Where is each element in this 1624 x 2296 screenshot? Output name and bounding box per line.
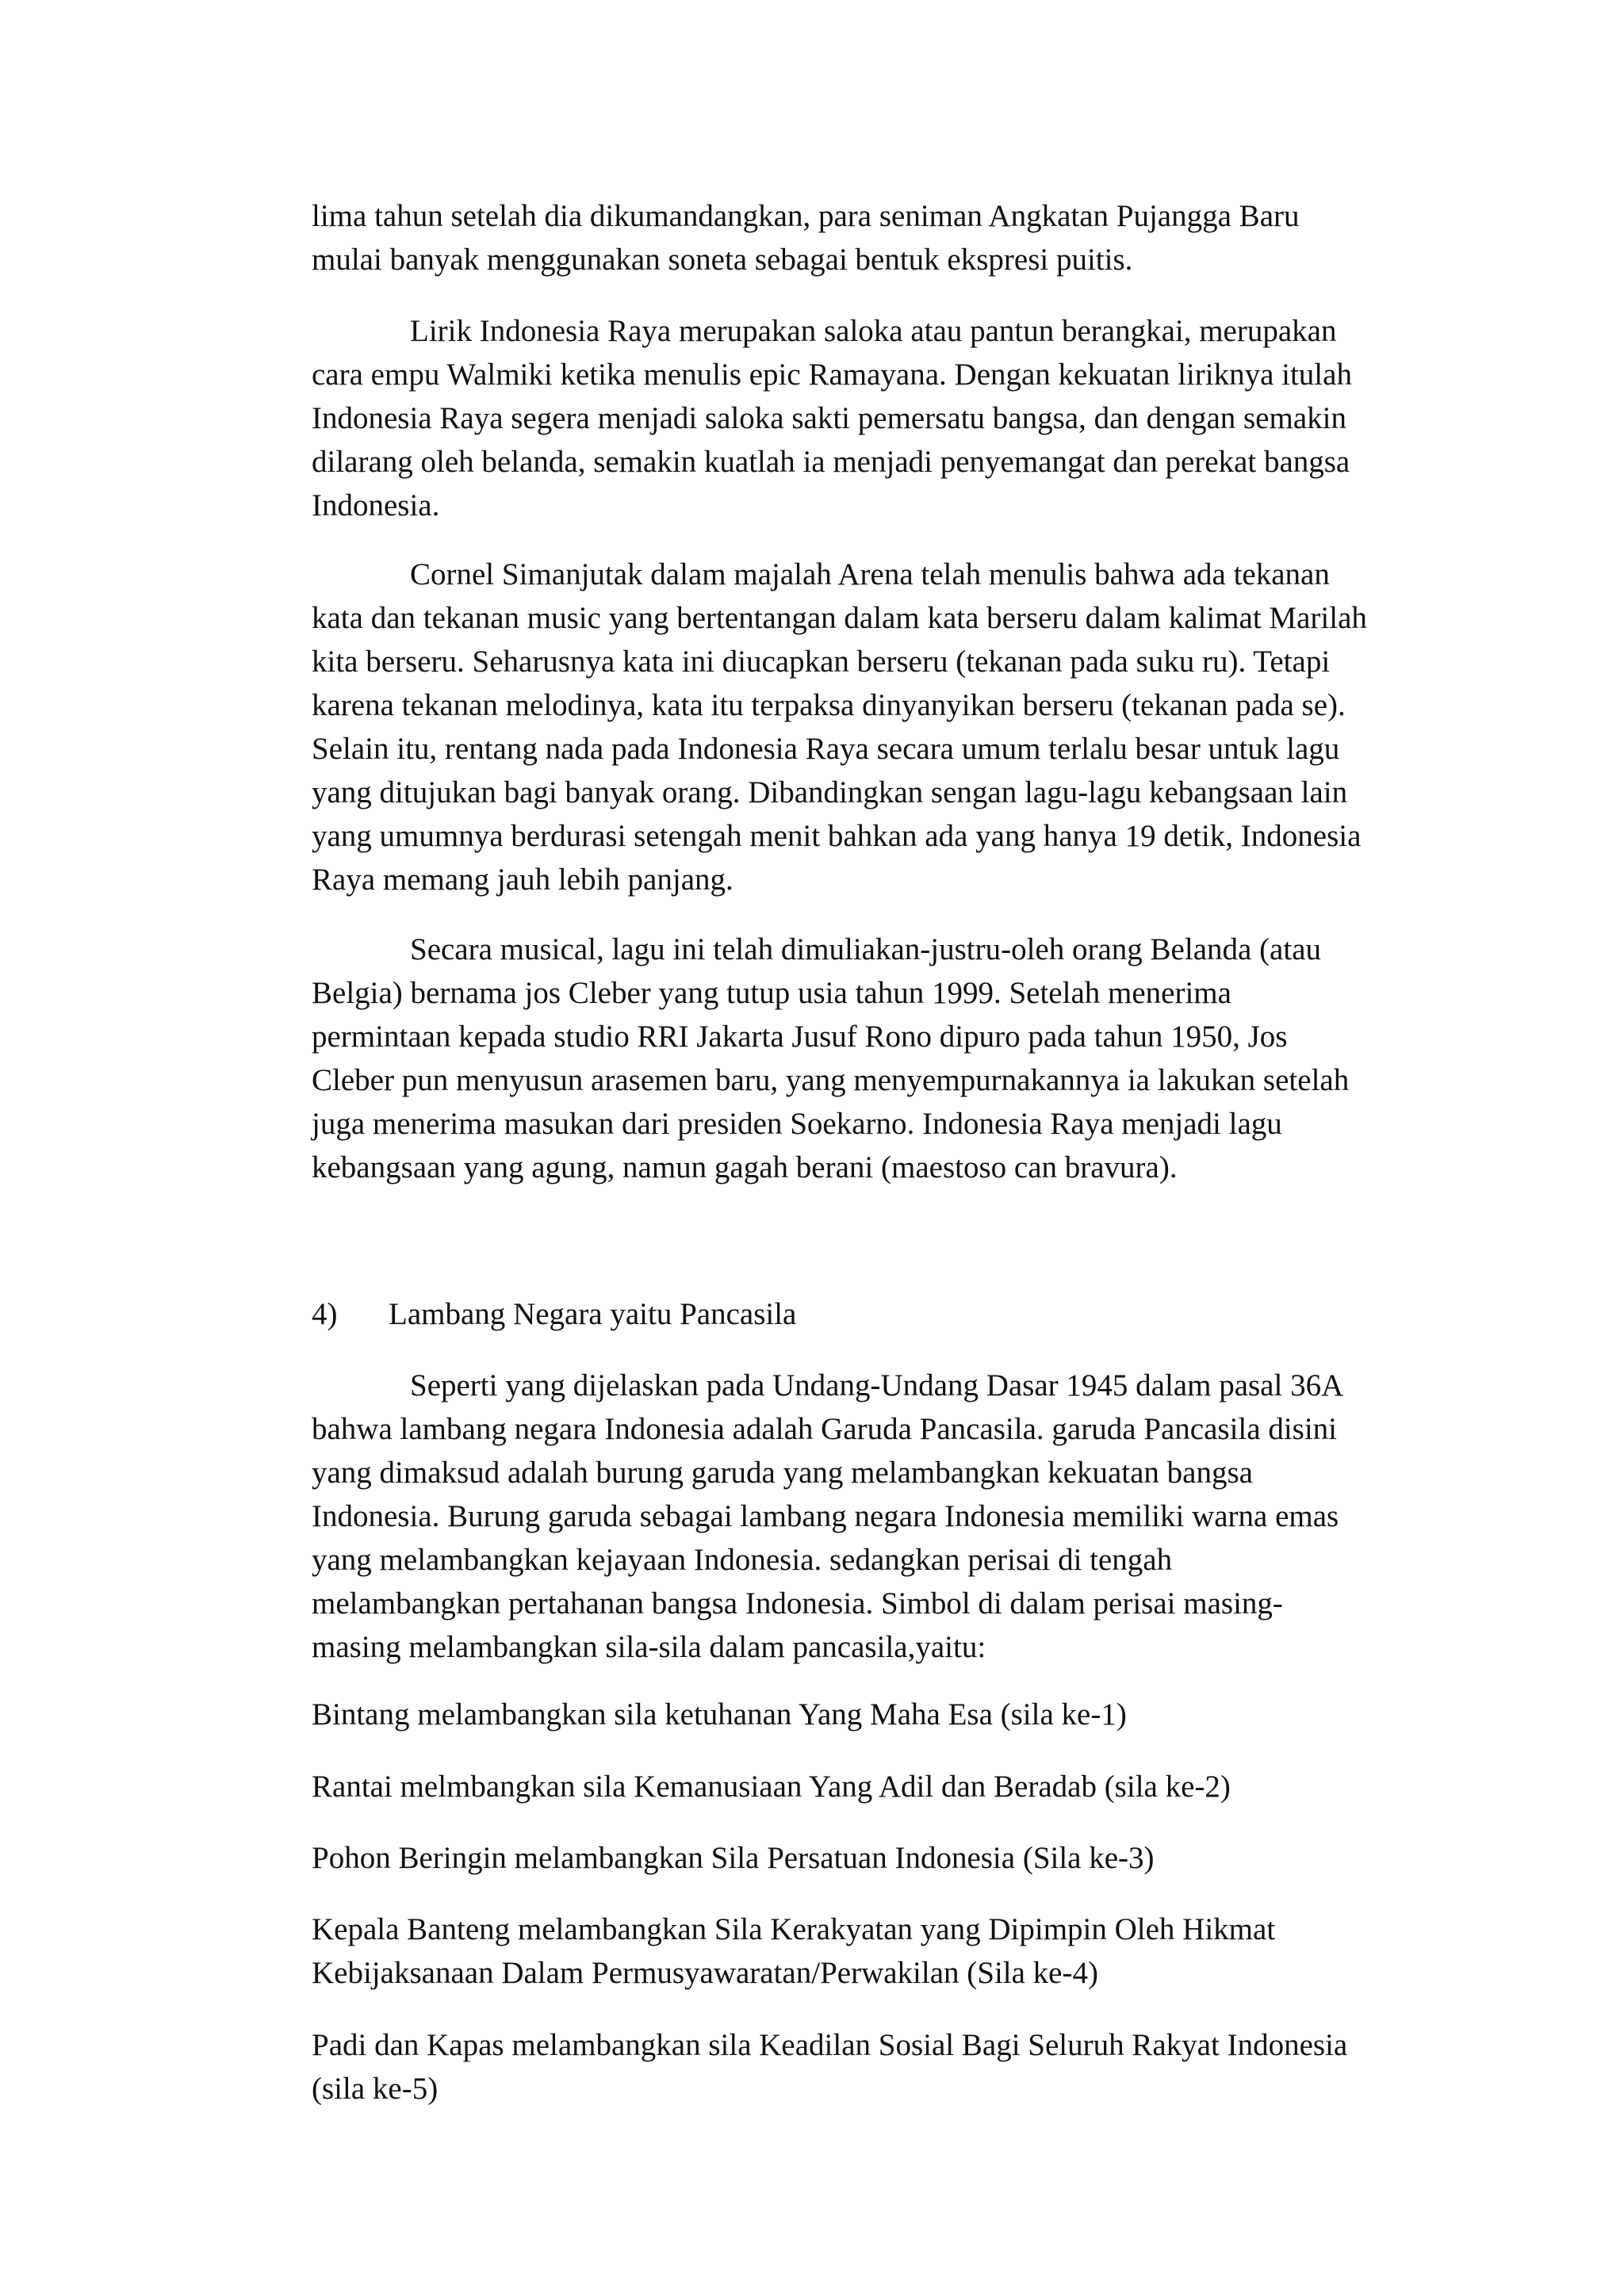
text-line: Indonesia. [312, 488, 440, 522]
sila-item-3 [312, 1836, 1446, 1880]
text-line: yang dimaksud adalah burung garuda yang melambangkan kekuatan bangsa [312, 1456, 1253, 1490]
sila-item-5 [312, 2023, 1446, 2110]
text-line: Pohon Beringin melambangkan Sila Persatuan Indonesia (Sila ke-3) [312, 1841, 1155, 1875]
text-line: Selain itu, rentang nada pada Indonesia Raya secara umum terlalu besar untuk lagu [312, 732, 1340, 766]
text-line: Raya memang jauh lebih panjang. [312, 863, 733, 897]
text-line: karena tekanan melodinya, kata itu terpaksa dinyanyikan berseru (tekanan pada se). [312, 688, 1346, 722]
text-line: Cleber pun menyusun arasemen baru, yang menyempurnakannya ia lakukan setelah [312, 1063, 1350, 1097]
text-line: masing melambangkan sila-sila dalam pancasila,yaitu: [312, 1630, 986, 1664]
text-line: Indonesia. Burung garuda sebagai lambang negara Indonesia memiliki warna emas [312, 1499, 1339, 1533]
text-line: yang ditujukan bagi banyak orang. Dibandingkan sengan lagu-lagu kebangsaan lain [312, 775, 1348, 809]
paragraph-intro [312, 194, 1446, 281]
text-line: bahwa lambang negara Indonesia adalah Garuda Pancasila. garuda Pancasila disini [312, 1412, 1337, 1446]
text-line: yang umumnya berdurasi setengah menit bahkan ada yang hanya 19 detik, Indonesia [312, 819, 1362, 853]
text-line: Rantai melmbangkan sila Kemanusiaan Yang Adil dan Beradab (sila ke-2) [312, 1770, 1231, 1804]
text-line: Kepala Banteng melambangkan Sila Kerakyatan yang Dipimpin Oleh Hikmat [312, 1912, 1276, 1946]
text-line: mulai banyak menggunakan soneta sebagai bentuk ekspresi puitis. [312, 243, 1133, 277]
text-line: (sila ke-5) [312, 2072, 439, 2106]
text-line: Cornel Simanjutak dalam majalah Arena telah menulis bahwa ada tekanan [410, 557, 1330, 591]
sila-item-1 [312, 1693, 1446, 1736]
text-line: lima tahun setelah dia dikumandangkan, para seniman Angkatan Pujangga Baru [312, 199, 1300, 233]
section-title: Lambang Negara yaitu Pancasila [389, 1297, 797, 1331]
text-line: Belgia) bernama jos Cleber yang tutup usia tahun 1999. Setelah menerima [312, 976, 1231, 1010]
sila-item-2 [312, 1765, 1446, 1808]
text-line: Lirik Indonesia Raya merupakan saloka atau pantun berangkai, merupakan [410, 314, 1337, 348]
text-line: cara empu Walmiki ketika menulis epic Ramayana. Dengan kekuatan liriknya itulah [312, 358, 1352, 392]
text-line: kata dan tekanan music yang bertentangan dalam kata berseru dalam kalimat Marilah [312, 601, 1367, 635]
text-line: Indonesia Raya segera menjadi saloka sakti pemersatu bangsa, dan dengan semakin [312, 401, 1346, 435]
text-line: kebangsaan yang agung, namun gagah berani (maestoso can bravura). [312, 1150, 1178, 1184]
paragraph-lirik [312, 309, 1446, 527]
paragraph-seperti [312, 1364, 1446, 1669]
text-line: Kebijaksanaan Dalam Permusyawaratan/Perwakilan (Sila ke-4) [312, 1956, 1098, 1990]
text-line: kita berseru. Seharusnya kata ini diucapkan berseru (tekanan pada suku ru). Tetapi [312, 645, 1331, 679]
text-line: juga menerima masukan dari presiden Soekarno. Indonesia Raya menjadi lagu [312, 1107, 1282, 1141]
paragraph-cornel [312, 553, 1446, 901]
text-line: Secara musical, lagu ini telah dimuliakan-justru-oleh orang Belanda (atau [410, 932, 1322, 966]
section-heading [312, 1292, 796, 1336]
text-line: melambangkan pertahanan bangsa Indonesia. Simbol di dalam perisai masing- [312, 1586, 1283, 1621]
text-line: Seperti yang dijelaskan pada Undang-Undang Dasar 1945 dalam pasal 36A [410, 1368, 1344, 1402]
text-line: dilarang oleh belanda, semakin kuatlah ia menjadi penyemangat dan perekat bangsa [312, 445, 1350, 479]
text-line: yang melambangkan kejayaan Indonesia. sedangkan perisai di tengah [312, 1543, 1173, 1577]
paragraph-musical [312, 928, 1446, 1189]
text-line: Padi dan Kapas melambangkan sila Keadilan Sosial Bagi Seluruh Rakyat Indonesia [312, 2028, 1348, 2062]
text-line: Bintang melambangkan sila ketuhanan Yang Maha Esa (sila ke-1) [312, 1697, 1127, 1732]
sila-item-4 [312, 1908, 1446, 1995]
section-number: 4) [312, 1297, 338, 1331]
text-line: permintaan kepada studio RRI Jakarta Jusuf Rono dipuro pada tahun 1950, Jos [312, 1020, 1288, 1054]
